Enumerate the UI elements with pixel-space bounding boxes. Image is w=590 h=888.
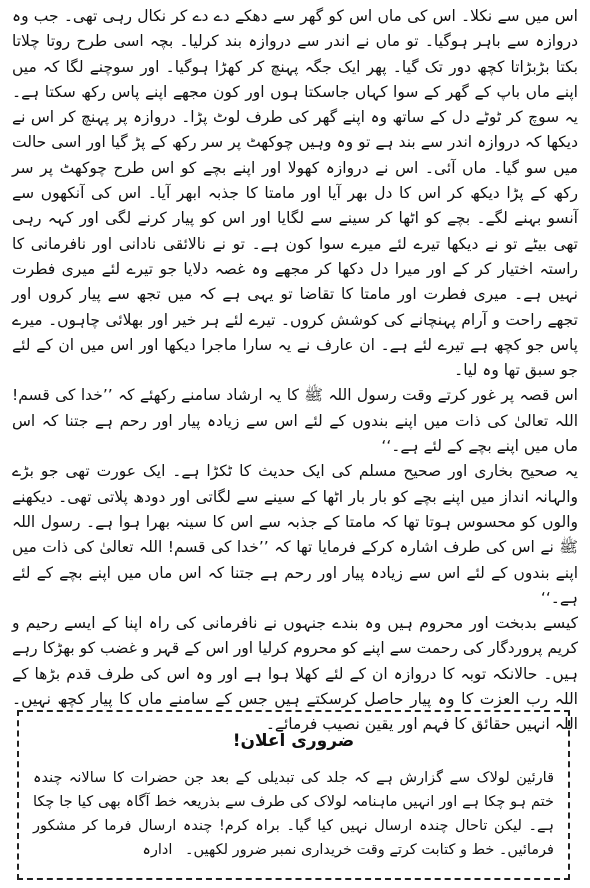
article-body [12, 4, 578, 738]
notice-text [33, 766, 554, 862]
article-paragraph-2: اس قصہ پر غور کرتے وقت رسول اللہ ﷺ کا یہ ارشاد سامنے رکھئے کہ ’’خدا کی قسم! اللہ تعالیٰ کی ذات میں اپنے بندوں کے لئے اس سے زیادہ پیار اور رحم ہے جتنا کہ اس ماں میں اپنے بچے کے لئے ہے۔‘‘ [12, 386, 578, 456]
article-paragraph-3: یہ صحیح بخاری اور صحیح مسلم کی ایک حدیث کا ٹکڑا ہے۔ ایک عورت تھی جو بڑے والہانہ انداز میں اپنے بچے کو بار بار اٹھا کے سینے سے لگاتی اور دودھ پلاتی تھی۔ دیکھنے والوں کو محسوس ہوتا تھا کہ مامتا کے جذبہ سے اس کا سینہ بھرا ہوا ہے۔ رسول اللہ ﷺ نے اس کی طرف اشارہ کرکے فرمایا تھا کہ ’’خدا کی قسم! اللہ تعالیٰ کی ذات میں اپنے بندوں کے لئے اس سے زیادہ پیار اور رحم ہے جتنا کہ اس ماں میں اپنے بچے کے لئے ہے۔‘‘ [12, 462, 578, 607]
notice-body: قارئین لولاک سے گزارش ہے کہ جلد کی تبدیلی کے بعد جن حضرات کا سالانہ چندہ ختم ہو چکا ہے اور انہیں ماہنامہ لولاک کی طرف سے بذریعہ خط آگاہ بھی کیا جا چکا ہے۔ لیکن تاحال چندہ ارسال نہیں کیا گیا۔ براہ کرم! چندہ ارسال فرما کر مشکور فرمائیں۔ خط و کتابت کرتے وقت خریداری نمبر ضرور لکھیں۔ [33, 770, 554, 858]
article-paragraph-1: اس میں سے نکلا۔ اس کی ماں اس کو گھر سے دھکے دے دے کر نکال رہی تھی۔ جب وہ دروازہ سے باہر ہوگیا۔ تو ماں نے اندر سے دروازہ بند کرلیا۔ بچہ اسی طرح روتا چلاتا بکتا بڑبڑاتا کچھ دور تک گیا۔ پھر ایک جگہ پہنچ کر کھڑا ہوگیا۔ اور سوچنے لگا کہ میں اپنے ماں باپ کے گھر کے سوا کہاں جاسکتا ہوں اور کون مجھے اپنے پاس رکھ سکتا ہے۔ یہ سوچ کر ٹوٹے دل کے ساتھ وہ اپنے گھر کی طرف لوٹ پڑا۔ دروازہ پر پہنچ کر اس نے دیکھا کہ دروازہ اندر سے بند ہے تو وہ وہیں چوکھٹ پر سر رکھ کے پڑ گیا اور اسی حالت میں سو گیا۔ ماں آئی۔ اس نے دروازہ کھولا اور اپنے بچے کو اس طرح چوکھٹ پر سر رکھ کے پڑا دیکھ کر اس کا دل بھر آیا اور مامتا کا جذبہ ابھر آیا۔ اس کی آنکھوں سے آنسو بہنے لگے۔ بچے کو اٹھا کر سینے سے لگایا اور اس کو پیار کرنے لگی اور کہہ رہی تھی بیٹے تو نے دیکھا تیرے لئے میرے سوا کون ہے۔ تو نے نالائقی نادانی اور نافرمانی کا راستہ اختیار کر کے اور میرا دل دکھا کر مجھے وہ غصہ دلایا جو تیرے لئے میری فطرت نہیں ہے۔ میری فطرت اور مامتا کا تقاضا تو یہی ہے کہ میں تجھ سے پیار کروں اور تجھے راحت و آرام پہنچانے کی کوشش کروں۔ تیرے لئے ہر خیر اور بھلائی چاہوں۔ میرے پاس جو کچھ ہے تیرے لئے ہے۔ ان عارف نے یہ سارا ماجرا دیکھا اور اس میں ان کے لئے جو سبق تھا وہ لیا۔ [12, 7, 578, 380]
notice-title: ضروری اعلان! [232, 731, 355, 751]
article-paragraph-4: کیسے بدبخت اور محروم ہیں وہ بندے جنہوں نے نافرمانی کی راہ اپنا کے ایسے رحیم و کریم پروردگار کی رحمت سے اپنے کو محروم کرلیا اور اس کے قہر و غضب کو بھڑکا رہے ہیں۔ حالانکہ توبہ کا دروازہ ان کے لئے کھلا ہوا ہے اور وہ اس کی طرف قدم بڑھا کے اللہ رب العزت کا وہ پیار حاصل کرسکتے ہیں جس کے سامنے ماں کا پیار کچھ نہیں۔ اللہ انہیں حقائق کا فہم اور یقین نصیب فرمائے۔ [12, 614, 578, 734]
notice-signature: ادارہ [142, 842, 173, 858]
notice-box [17, 710, 570, 880]
